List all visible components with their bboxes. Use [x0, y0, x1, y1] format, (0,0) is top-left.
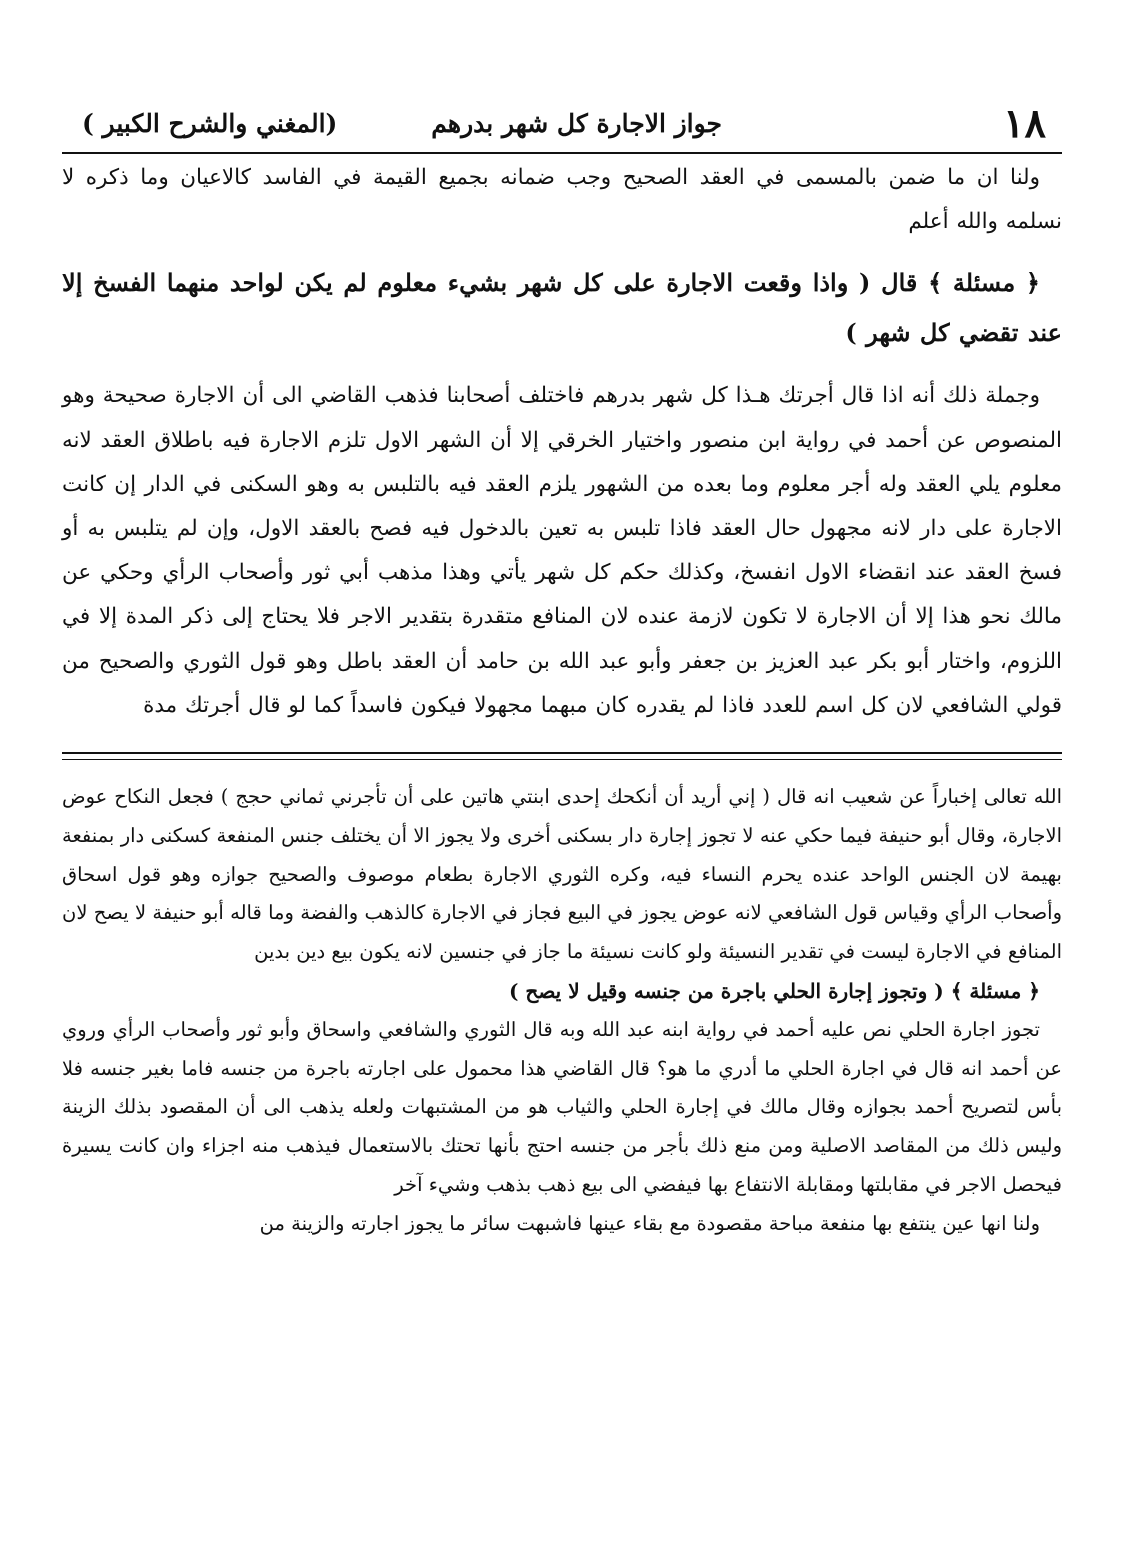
- commentary-masala-heading: ﴿ مسئلة ﴾ ( وتجوز إجارة الحلي باجرة من جنسه وقيل لا يصح ): [508, 979, 1040, 1004]
- commentary-paragraph: ولنا انها عين ينتفع بها منفعة مباحة مقصودة مع بقاء عينها فاشبهت سائر ما يجوز اجارته والزينة من: [259, 1211, 1040, 1235]
- commentary-paragraph: تجوز اجارة الحلي نص عليه أحمد في رواية ابنه عبد الله وبه قال الثوري والشافعي واسحاق وأبو ثور وأصحاب الرأي وروي عن أحمد انه قال في اجارة الحلي ما أدري ما هو؟ قال القاضي هذا محمول على اجارته باجرة من جنسه فاما بغير جنسه فلا بأس لتصريح أحمد بجوازه وقال مالك في إجارة الحلي والثياب هو من المشتبهات ولعله يذهب الى أن المقصود بذلك الزينة وليس ذلك من المقاصد الاصلية ومن منع ذلك بأجر من جنسه احتج بأنها تحتك بالاستعمال فيذهب منه اجزاء وان كانت يسيرة فيحصل الاجر في مقابلتها ومقابلة الانتفاع بها فيفضي الى بيع ذهب بذهب وشيء آخر: [62, 1017, 1062, 1196]
- running-title: جواز الاجارة كل شهر بدرهم: [431, 109, 722, 138]
- commentary-text: [62, 778, 1062, 1244]
- header-rule: [62, 152, 1062, 154]
- double-divider: [62, 752, 1062, 760]
- main-text: [62, 156, 1062, 728]
- book-page: [62, 96, 1062, 1536]
- main-paragraph: وجملة ذلك أنه اذا قال أجرتك هـذا كل شهر بدرهم فاختلف أصحابنا فذهب القاضي الى أن الاجارة صحيحة وهو المنصوص عن أحمد في رواية ابن منصور واختيار الخرقي إلا أن الشهر الاول تلزم الاجارة فيه باطلاق العقد لانه معلوم يلي العقد وله أجر معلوم وما بعده من الشهور يلزم العقد فيه بالتلبس به وهو السكنى في الدار إن كانت الاجارة على دار لانه مجهول حال العقد فاذا تلبس به تعين بالدخول فيه فصح بالعقد الاول، وإن لم يتلبس به أو فسخ العقد عند انقضاء الاول انفسخ، وكذلك حكم كل شهر يأتي وهذا مذهب أبي ثور وأصحاب الرأي وحكي عن مالك نحو هذا إلا أن الاجارة لا تكون لازمة عنده لان المنافع متقدرة بتقدير الاجر فلا يحتاج إلى ذكر المدة إلا في اللزوم، واختار أبو بكر عبد العزيز بن جعفر وأبو عبد الله بن حامد أن العقد باطل وهو قول الثوري والصحيح من قولي الشافعي لان كل اسم للعدد فاذا لم يقدره كان مبهما مجهولا فيكون فاسداً كما لو قال أجرتك مدة: [62, 383, 1062, 718]
- masala-heading: ﴿ مسئلة ﴾ قال ( واذا وقعت الاجارة على كل شهر بشيء معلوم لم يكن لواحد منهما الفسخ إلا عند تقضي كل شهر ): [62, 268, 1062, 348]
- page-number: ١٨: [1003, 100, 1046, 147]
- book-title: (المغني والشرح الكبير ): [82, 109, 338, 138]
- running-header: [62, 96, 1062, 154]
- main-paragraph: ولنا ان ما ضمن بالمسمى في العقد الصحيح وجب ضمانه بجميع القيمة في الفاسد كالاعيان وما ذكره لا نسلمه والله أعلم: [62, 165, 1062, 235]
- commentary-paragraph: الله تعالى إخباراً عن شعيب انه قال ( إني أريد أن أنكحك إحدى ابنتي هاتين على أن تأجرني ثماني حجج ) فجعل النكاح عوض الاجارة، وقال أبو حنيفة فيما حكي عنه لا تجوز إجارة دار بسكنى أخرى ولا يجوز الا أن يختلف جنس المنفعة كسكنى دار بمنفعة بهيمة لان الجنس الواحد عنده يحرم النساء فيه، وكره الثوري الاجارة بطعام موصوف والصحيح جوازه وهو قول اسحاق وأصحاب الرأي وقياس قول الشافعي لانه عوض يجوز في البيع فجاز في الاجارة كالذهب والفضة وما قاله أبو حنيفة لا يصح لان المنافع في الاجارة ليست في تقدير النسيئة ولو كانت نسيئة ما جاز في جنسين لانه يكون بيع دين بدين: [62, 785, 1062, 964]
